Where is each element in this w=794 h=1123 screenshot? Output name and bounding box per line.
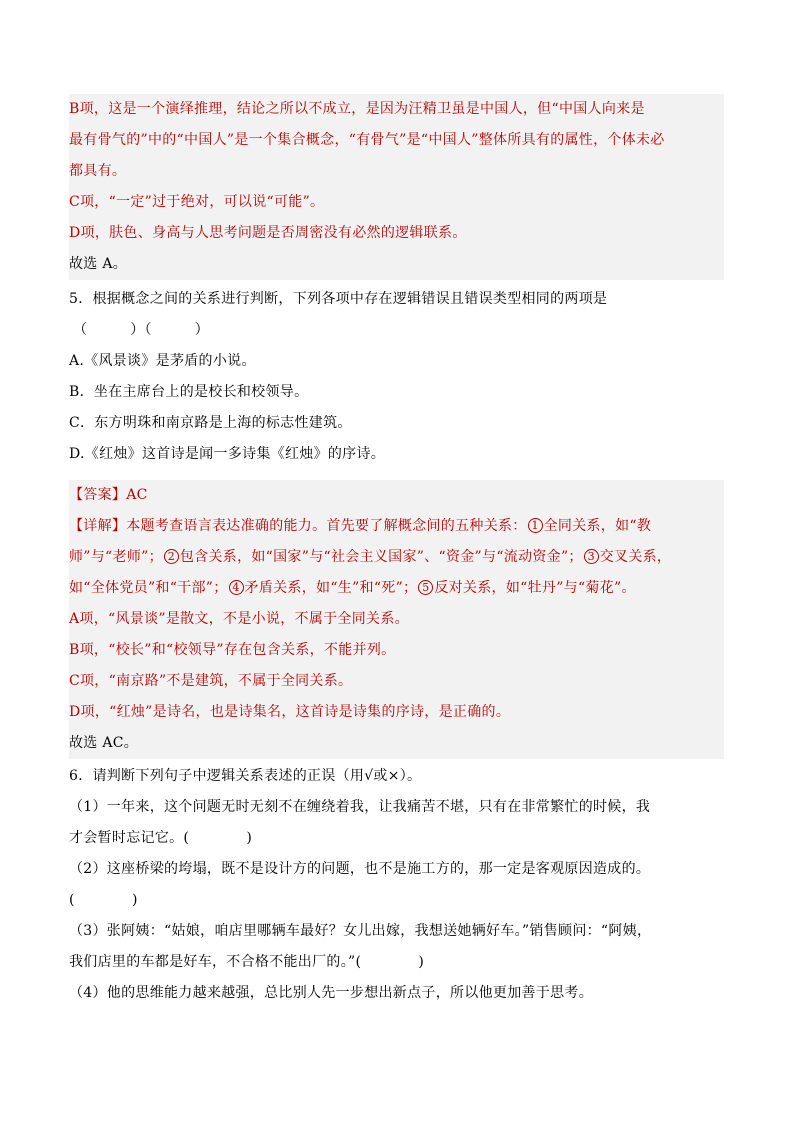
answer-value: AC (126, 487, 148, 503)
question-6-item: 才会暂时忘记它。( ) (69, 830, 253, 846)
detail-line-1 (69, 511, 724, 542)
detail-text: 矛盾关系，如“生”和“死”； (244, 580, 418, 596)
answer-conclusion: 故选 AC。 (69, 735, 139, 751)
question-6-item: （2）这座桥梁的垮塌，既不是设计方的问题，也不是施工方的，那一定是客观原因造成的。 (69, 861, 651, 877)
detail-text: 交叉关系， (599, 549, 672, 565)
explanation-line: B项，这是一个演绎推理，结论之所以不成立，是因为汪精卫虽是中国人，但“中国人向来是 (69, 101, 645, 117)
explanation-line: 最有骨气的”中的“中国人”是一个集合概念，“有骨气”是“中国人”整体所具有的属性，个体未必 (69, 132, 665, 148)
circled-number: 5 (418, 580, 433, 595)
question-6-item: ( ) (69, 892, 138, 908)
question-6-item: 我们店里的车都是好车，不合格不能出厂的。”( ) (69, 954, 425, 970)
explanation-line: C项，“一定”过于绝对，可以说“可能”。 (69, 194, 325, 210)
question-5-stem: 5．根据概念之间的关系进行判断，下列各项中存在逻辑错误且错误类型相同的两项是 (69, 291, 608, 307)
question-5-blanks: （ ）（ ） (73, 322, 209, 338)
explanation-line: D项，肤色、身高与人思考问题是否周密没有必然的逻辑联系。 (69, 225, 467, 241)
detail-text: 反对关系，如“牡丹”与“菊花”。 (434, 580, 636, 596)
circled-number: 3 (584, 549, 599, 564)
answer-tag: 【答案】 (69, 487, 127, 503)
detail-line-3 (69, 573, 724, 604)
detail-text: 师”与“老师”； (69, 549, 163, 565)
question-6-stem: 6．请判断下列句子中逻辑关系表述的正误（用√或×）。 (69, 768, 422, 784)
circled-number: 4 (229, 580, 244, 595)
question-5-option-a: A.《风景谈》是茅盾的小说。 (69, 353, 256, 369)
detail-text: 如“全体党员”和“干部”； (69, 580, 228, 596)
question-6-item: （3）张阿姨：“姑娘，咱店里哪辆车最好？女儿出嫁，我想送她辆好车。”销售顾问：“阿姨， (69, 923, 652, 939)
analysis-line: A项，“风景谈”是散文，不是小说，不属于全同关系。 (69, 611, 409, 627)
detail-line-2 (69, 542, 724, 573)
analysis-line: C项，“南京路”不是建筑，不属于全同关系。 (69, 673, 353, 689)
question-6-item: （4）他的思维能力越来越强，总比别人先一步想出新点子，所以他更加善于思考。 (69, 985, 594, 1001)
analysis-line: D项，“红烛”是诗名，也是诗集名，这首诗是诗集的序诗，是正确的。 (69, 704, 511, 720)
circled-number: 1 (528, 518, 543, 533)
question-6-item: （1）一年来，这个问题无时无刻不在缠绕着我，让我痛苦不堪，只有在非常繁忙的时候，我 (69, 799, 651, 815)
question-5-option-c: C．东方明珠和南京路是上海的标志性建筑。 (69, 415, 352, 431)
circled-number: 2 (164, 549, 179, 564)
detail-text: 本题考查语言表达准确的能力。首先要了解概念间的五种关系： (126, 518, 527, 534)
detail-text: 全同关系，如“教 (543, 518, 652, 534)
analysis-line: B项，“校长”和“校领导”存在包含关系，不能并列。 (69, 642, 396, 658)
explanation-conclusion: 故选 A。 (69, 256, 128, 272)
question-5 (69, 284, 724, 470)
explanation-line: 都具有。 (69, 163, 127, 179)
answer-line (69, 480, 724, 511)
detail-tag: 【详解】 (69, 518, 127, 534)
detail-text: 包含关系，如“国家”与“社会主义国家”、“资金”与“流动资金”； (179, 549, 583, 565)
q4-explanation (69, 94, 724, 280)
question-5-option-d: D.《红烛》这首诗是闻一多诗集《红烛》的序诗。 (69, 446, 386, 462)
question-5-option-b: B．坐在主席台上的是校长和校领导。 (69, 384, 309, 400)
question-5-answer-block (69, 480, 724, 759)
question-6 (69, 761, 724, 1009)
